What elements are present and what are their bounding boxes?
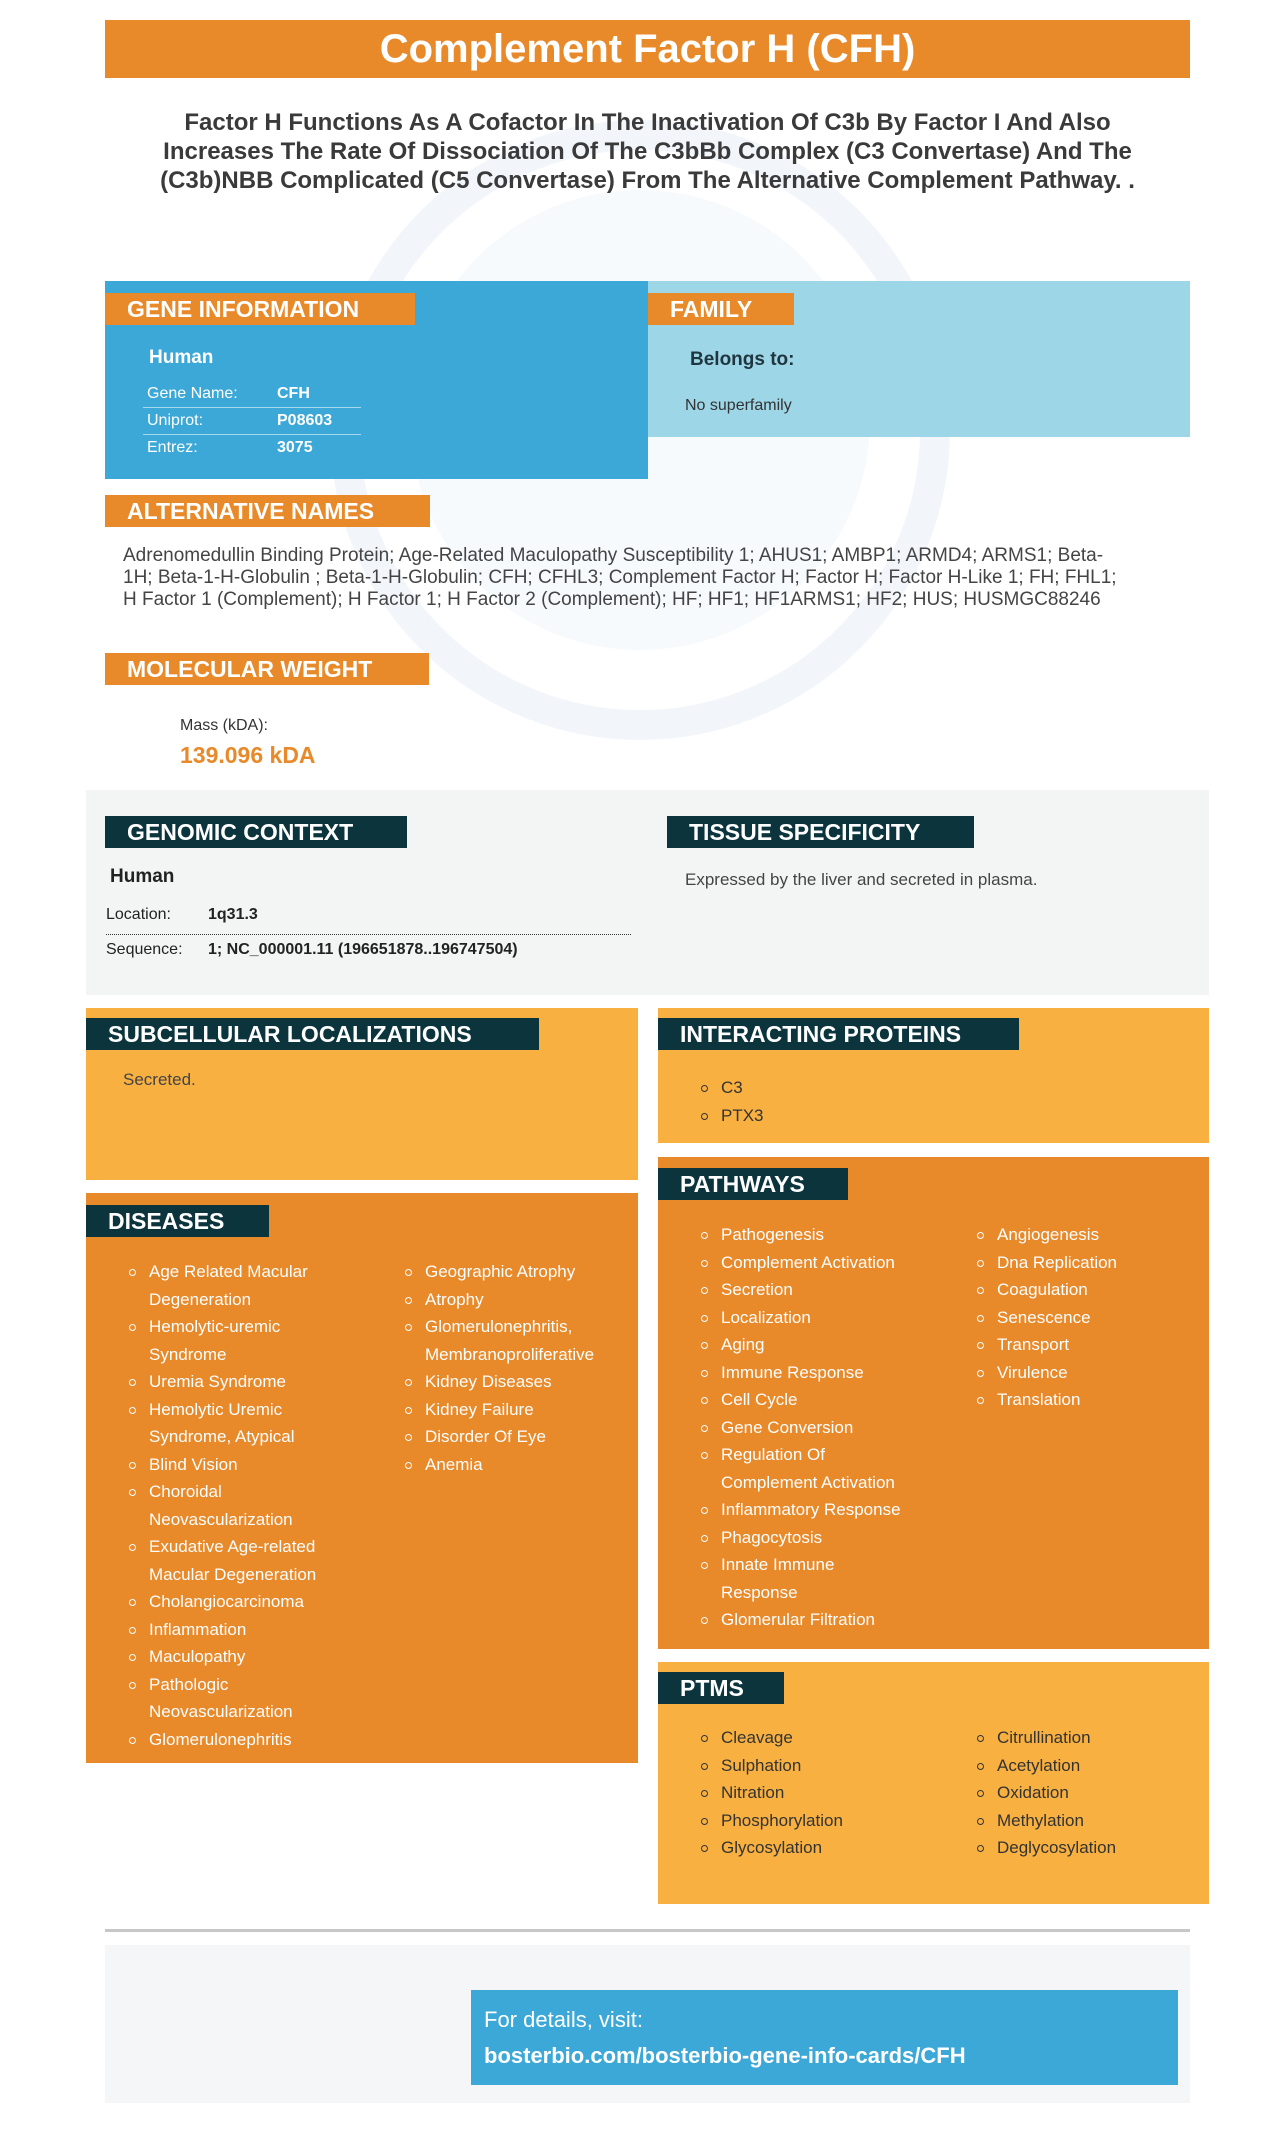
subcellular-section: [86, 1008, 638, 1180]
footer-divider: [105, 1929, 1190, 1932]
list-item: Inflammatory Response: [699, 1496, 909, 1524]
gene-info-row: [143, 380, 361, 408]
alternative-names-line: 1H; Beta-1-H-Globulin ; Beta-1-H-Globulin; CFH; CFHL3; Complement Factor H; Factor H; Factor H-Like 1; FH; FHL1;: [123, 567, 1117, 588]
diseases-list-col2: [403, 1258, 603, 1478]
list-item: Regulation Of Complement Activation: [699, 1441, 909, 1496]
list-item: Anemia: [403, 1451, 603, 1479]
gene-information-heading: GENE INFORMATION: [105, 293, 415, 325]
subcellular-text: Secreted.: [123, 1070, 196, 1089]
list-item: Citrullination: [975, 1724, 1175, 1752]
sequence-label: Sequence:: [106, 941, 183, 958]
list-item: Innate Immune Response: [699, 1551, 909, 1606]
subcellular-heading: SUBCELLULAR LOCALIZATIONS: [86, 1018, 539, 1050]
diseases-heading: DISEASES: [86, 1205, 269, 1237]
list-item: Virulence: [975, 1359, 1175, 1387]
gene-info-key: Gene Name:: [147, 385, 238, 402]
genomic-species: Human: [110, 866, 175, 887]
list-item: Senescence: [975, 1304, 1175, 1332]
family-section: [648, 281, 1190, 437]
diseases-section: [86, 1193, 638, 1763]
list-item: Angiogenesis: [975, 1221, 1175, 1249]
list-item: Inflammation: [127, 1616, 337, 1644]
pathways-heading: PATHWAYS: [658, 1168, 848, 1200]
ptms-section: [658, 1662, 1209, 1904]
list-item: Phagocytosis: [699, 1524, 909, 1552]
list-item: Secretion: [699, 1276, 909, 1304]
list-item: Oxidation: [975, 1779, 1175, 1807]
list-item: Glomerular Filtration: [699, 1606, 909, 1634]
mass-value: 139.096 kDA: [180, 742, 316, 768]
gene-info-key: Entrez:: [147, 439, 198, 456]
alternative-names-line: Adrenomedullin Binding Protein; Age-Related Maculopathy Susceptibility 1; AHUS1; AMBP1; ARMD4; ARMS1; Beta-: [123, 545, 1104, 566]
list-item: Phosphorylation: [699, 1807, 909, 1835]
page-title: Complement Factor H (CFH): [105, 20, 1190, 78]
gene-info-value: CFH: [277, 385, 310, 402]
details-url-link[interactable]: bosterbio.com/bosterbio-gene-info-cards/CFH: [484, 2043, 966, 2068]
pathways-list-col2: [975, 1221, 1175, 1414]
list-item: Sulphation: [699, 1752, 909, 1780]
alternative-names-text: [123, 545, 1173, 611]
list-item: Glomerulonephritis, Membranoproliferative: [403, 1313, 603, 1368]
gene-info-value: P08603: [277, 412, 333, 429]
ptms-heading: PTMS: [658, 1672, 784, 1704]
list-item: Maculopathy: [127, 1643, 337, 1671]
list-item: Transport: [975, 1331, 1175, 1359]
interacting-proteins-heading: INTERACTING PROTEINS: [658, 1018, 1019, 1050]
list-item: Geographic Atrophy: [403, 1258, 603, 1286]
list-item: Choroidal Neovascularization: [127, 1478, 337, 1533]
gene-info-row: [143, 434, 361, 461]
gene-info-value: 3075: [277, 439, 313, 456]
list-item: Hemolytic Uremic Syndrome, Atypical: [127, 1396, 337, 1451]
list-item: Kidney Failure: [403, 1396, 603, 1424]
list-item: Translation: [975, 1386, 1175, 1414]
list-item: Cleavage: [699, 1724, 909, 1752]
alternative-names-heading: ALTERNATIVE NAMES: [105, 495, 430, 527]
gene-info-key: Uniprot:: [147, 412, 204, 429]
list-item: Glycosylation: [699, 1834, 909, 1862]
gene-species: Human: [149, 347, 214, 368]
list-item: Immune Response: [699, 1359, 909, 1387]
family-value: No superfamily: [685, 397, 792, 414]
family-heading: FAMILY: [648, 293, 794, 325]
location-label: Location:: [106, 906, 171, 923]
details-prompt: For details, visit:: [484, 2007, 643, 2032]
family-belongs-label: Belongs to:: [690, 349, 795, 370]
molecular-weight-heading: MOLECULAR WEIGHT: [105, 653, 429, 685]
gene-info-row: [143, 407, 361, 435]
list-item: Hemolytic-uremic Syndrome: [127, 1313, 337, 1368]
list-item: Kidney Diseases: [403, 1368, 603, 1396]
list-item: Age Related Macular Degeneration: [127, 1258, 337, 1313]
list-item: Disorder Of Eye: [403, 1423, 603, 1451]
function-description: Factor H Functions As A Cofactor In The Inactivation Of C3b By Factor I And Also Increases The Rate Of Dissociation Of The C3bBb Complex (C3 Convertase) And The (C3b)NBB Complicated (C5 Convertase) From The Alternative Complement Pathway. .: [160, 109, 1135, 194]
ptms-list-col1: [699, 1724, 909, 1862]
diseases-list-col1: [127, 1258, 337, 1753]
list-item: Exudative Age-related Macular Degeneration: [127, 1533, 337, 1588]
list-item: Uremia Syndrome: [127, 1368, 337, 1396]
list-item: Methylation: [975, 1807, 1175, 1835]
list-item: Nitration: [699, 1779, 909, 1807]
list-item: Cholangiocarcinoma: [127, 1588, 337, 1616]
interacting-proteins-list: [699, 1074, 764, 1129]
gene-information-section: [105, 281, 648, 479]
list-item: Deglycosylation: [975, 1834, 1175, 1862]
list-item: Cell Cycle: [699, 1386, 909, 1414]
list-item: C3: [699, 1074, 764, 1102]
location-value: 1q31.3: [208, 906, 258, 923]
list-item: Dna Replication: [975, 1249, 1175, 1277]
list-item: Atrophy: [403, 1286, 603, 1314]
list-item: Gene Conversion: [699, 1414, 909, 1442]
list-item: Coagulation: [975, 1276, 1175, 1304]
tissue-specificity-text: Expressed by the liver and secreted in plasma.: [685, 870, 1038, 889]
details-link-box[interactable]: [471, 1990, 1178, 2085]
list-item: Aging: [699, 1331, 909, 1359]
genomic-context-heading: GENOMIC CONTEXT: [105, 816, 407, 848]
list-item: Complement Activation: [699, 1249, 909, 1277]
mass-label: Mass (kDA):: [180, 717, 268, 734]
list-item: Localization: [699, 1304, 909, 1332]
interacting-proteins-section: [658, 1008, 1209, 1143]
ptms-list-col2: [975, 1724, 1175, 1862]
alternative-names-line: H Factor 1 (Complement); H Factor 1; H Factor 2 (Complement); HF; HF1; HF1ARMS1; HF2; HUS; HUSMGC88246: [123, 589, 1101, 610]
genomic-divider: [106, 934, 631, 935]
tissue-specificity-heading: TISSUE SPECIFICITY: [667, 816, 974, 848]
pathways-section: [658, 1157, 1209, 1649]
list-item: Pathogenesis: [699, 1221, 909, 1249]
list-item: Blind Vision: [127, 1451, 337, 1479]
list-item: Glomerulonephritis: [127, 1726, 337, 1754]
list-item: Pathologic Neovascularization: [127, 1671, 337, 1726]
pathways-list-col1: [699, 1221, 909, 1634]
sequence-value: 1; NC_000001.11 (196651878..196747504): [208, 941, 518, 958]
list-item: PTX3: [699, 1102, 764, 1130]
list-item: Acetylation: [975, 1752, 1175, 1780]
